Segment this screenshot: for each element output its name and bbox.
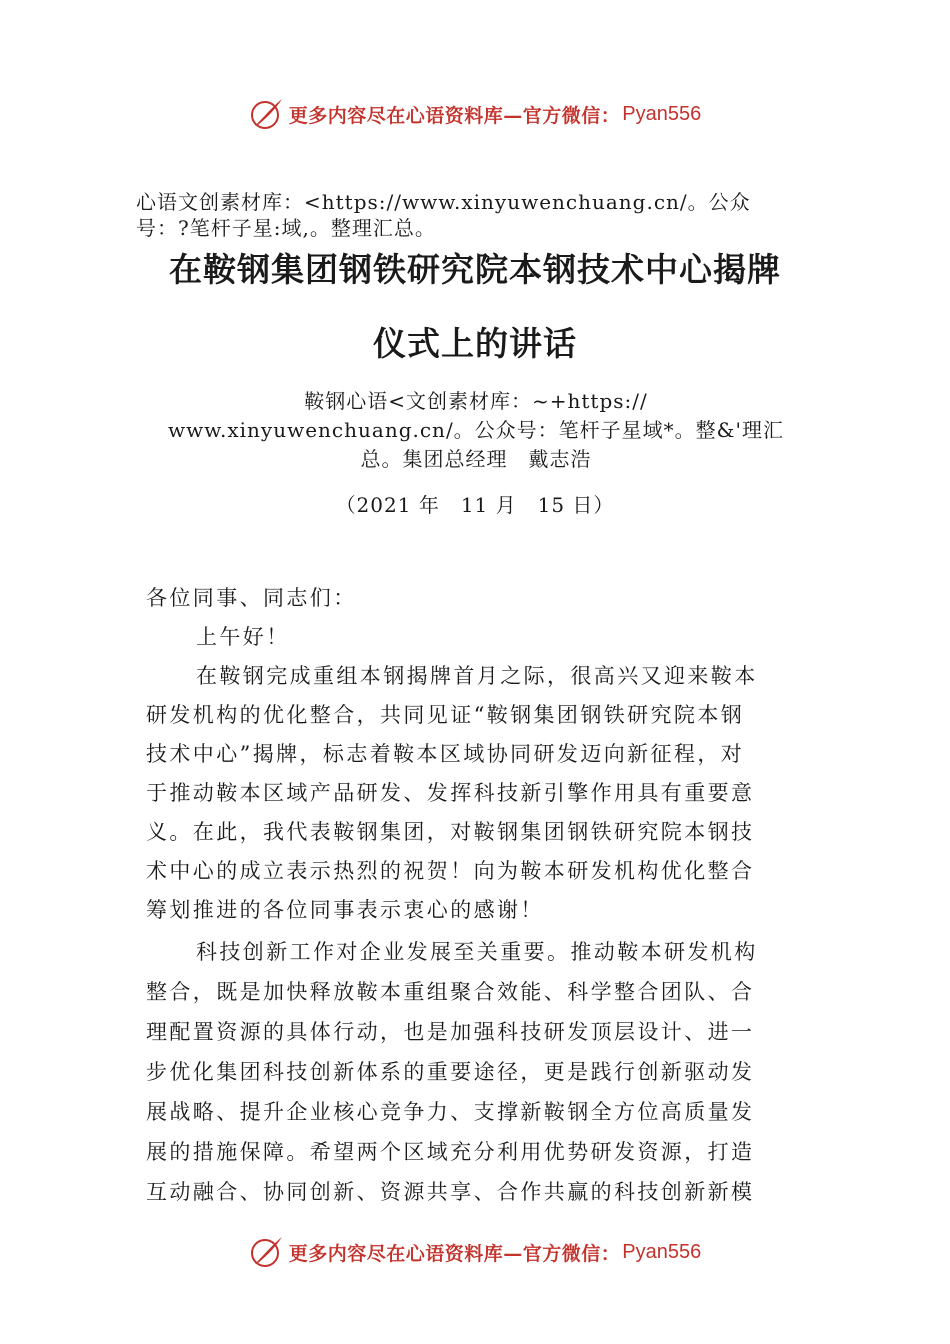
footer-banner bbox=[0, 1232, 950, 1272]
paragraph-1-line: 术中心的成立表示热烈的祝贺！向为鞍本研发机构优化整合 bbox=[146, 859, 755, 883]
speech-date: （2021 年 11 月 15 日） bbox=[335, 493, 615, 517]
paragraph-1-line: 义。在此，我代表鞍钢集团，对鞍钢集团钢铁研究院本钢技 bbox=[146, 820, 755, 844]
header-banner bbox=[0, 94, 950, 134]
quill-pen-logo-icon bbox=[249, 96, 285, 132]
paragraph-2-line: 整合，既是加快释放鞍本重组聚合效能、科学整合团队、合 bbox=[146, 980, 755, 1004]
greeting: 上午好！ bbox=[196, 625, 290, 649]
watermark-line-1: 心语文创素材库：<https://www.xinyuwenchuang.cn/。公众 bbox=[136, 190, 751, 214]
quill-pen-logo-icon bbox=[249, 1234, 285, 1270]
banner-text: 更多内容尽在心语资料库—官方微信： bbox=[288, 1242, 621, 1265]
paragraph-2-line: 展战略、提升企业核心竞争力、支撑新鞍钢全方位高质量发 bbox=[146, 1100, 755, 1124]
paragraph-2-line: 展的措施保障。希望两个区域充分利用优势研发资源，打造 bbox=[146, 1140, 755, 1164]
paragraph-1-line: 研发机构的优化整合，共同见证“鞍钢集团钢铁研究院本钢 bbox=[146, 703, 745, 727]
document-title-line-1: 在鞍钢集团钢铁研究院本钢技术中心揭牌 bbox=[169, 250, 781, 289]
banner-wechat-id: Pyan556 bbox=[622, 102, 702, 125]
paragraph-2-line: 理配置资源的具体行动，也是加强科技研发顶层设计、进一 bbox=[146, 1020, 755, 1044]
banner-wechat-id: Pyan556 bbox=[622, 1240, 702, 1263]
banner-text: 更多内容尽在心语资料库—官方微信： bbox=[288, 104, 621, 127]
paragraph-2-line: 互动融合、协同创新、资源共享、合作共赢的科技创新新模 bbox=[146, 1180, 755, 1204]
paragraph-1-line: 在鞍钢完成重组本钢揭牌首月之际，很高兴又迎来鞍本 bbox=[196, 664, 758, 688]
salutation: 各位同事、同志们： bbox=[146, 586, 357, 610]
paragraph-1-line: 技术中心”揭牌，标志着鞍本区域协同研发迈向新征程，对 bbox=[146, 742, 745, 766]
watermark-line-2: 号：?笔杆子星:域,。整理汇总。 bbox=[136, 216, 436, 240]
paragraph-2-line: 步优化集团科技创新体系的重要途径，更是践行创新驱动发 bbox=[146, 1060, 755, 1084]
paragraph-1-line: 于推动鞍本区域产品研发、发挥科技新引擎作用具有重要意 bbox=[146, 781, 755, 805]
document-title-line-2: 仪式上的讲话 bbox=[373, 324, 577, 363]
speaker-line-1: 鞍钢心语<文创素材库：~+https:// bbox=[304, 389, 648, 413]
paragraph-2-line: 科技创新工作对企业发展至关重要。推动鞍本研发机构 bbox=[196, 940, 758, 964]
speaker-line-2: www.xinyuwenchuang.cn/。公众号：笔杆子星域*。整&'理汇 bbox=[168, 418, 784, 442]
speaker-line-3: 总。集团总经理 戴志浩 bbox=[360, 447, 592, 471]
paragraph-1-line: 筹划推进的各位同事表示衷心的感谢！ bbox=[146, 898, 544, 922]
